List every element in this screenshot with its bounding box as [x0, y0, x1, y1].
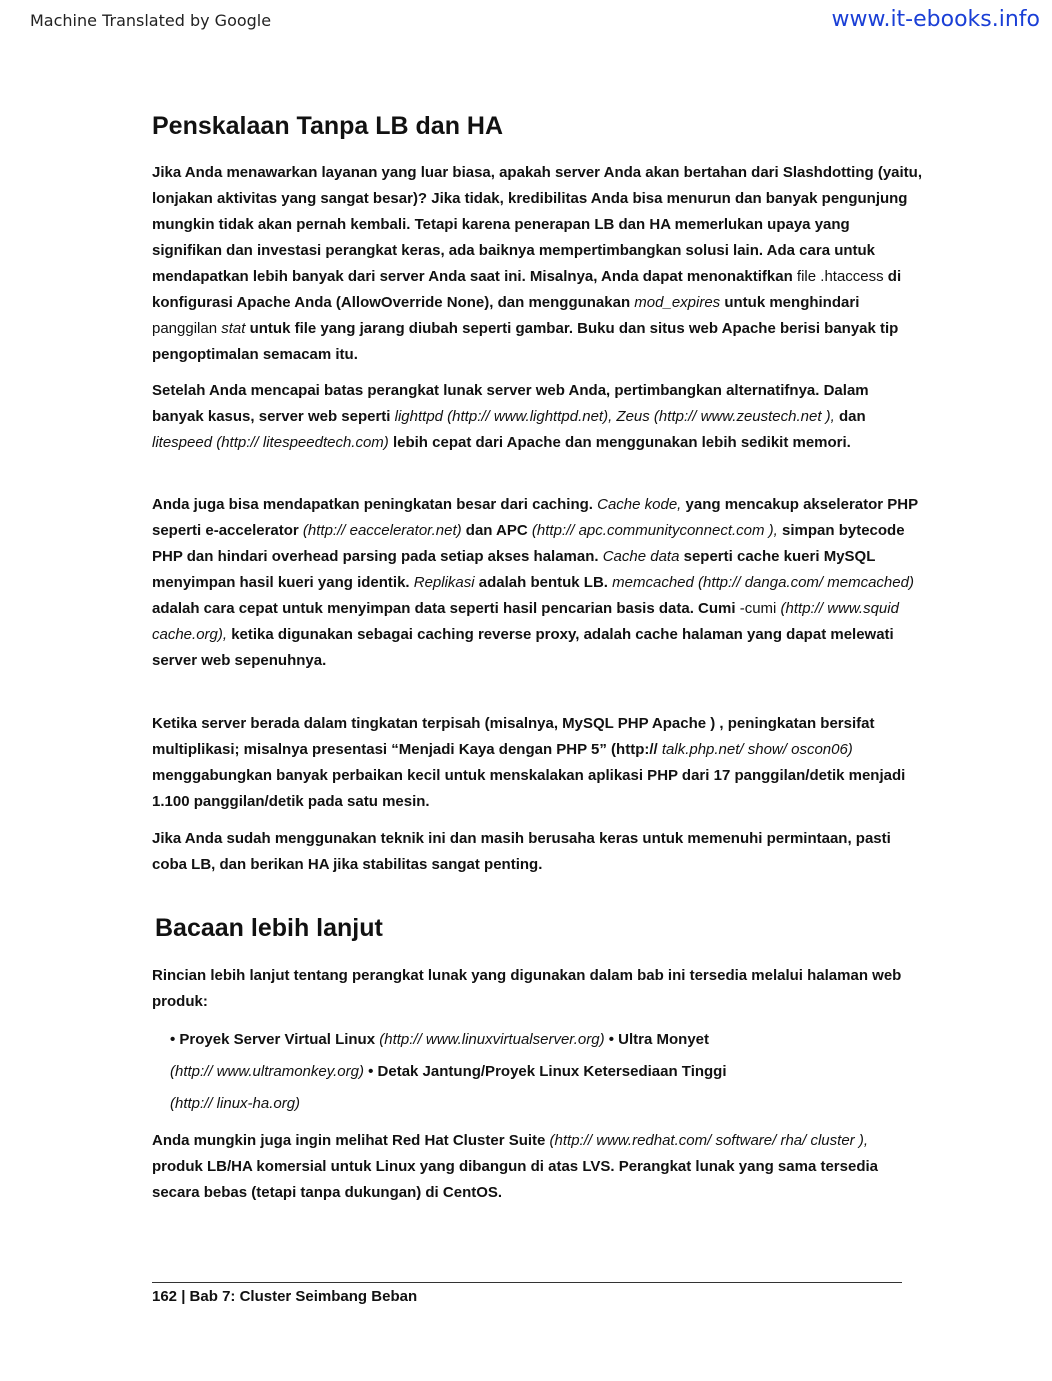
machine-translated-label: Machine Translated by Google	[30, 11, 272, 30]
bullet-line-3: (http:// linux-ha.org)	[170, 1095, 301, 1112]
paragraph-3: Anda juga bisa mendapatkan peningkatan besar dari caching. Cache kode, yang mencakup akselerator PHP seperti e-accelerator (http:// eaccelerator.net) dan APC (http:// apc.communityconnect.com ), simpan bytecode PHP dan hindari overhead parsing pada setiap akses halaman. Cache data seperti cache kueri MySQL menyimpan hasil kueri yang identik. Replikasi adalah bentuk LB. memcached (http:// danga.com/ memcached) adalah cara cepat untuk menyimpan data seperti hasil pencarian basis data. Cumi -cumi (http:// www.squid cache.org), ketika digunakan sebagai caching reverse proxy, adalah cache halaman yang dapat melewati server web sepenuhnya.	[152, 496, 918, 669]
section-title-further-reading: Bacaan lebih lanjut	[155, 914, 383, 942]
section-title-scaling: Penskalaan Tanpa LB dan HA	[152, 112, 504, 140]
top-banner	[0, 0, 1052, 44]
paragraph-1: Jika Anda menawarkan layanan yang luar biasa, apakah server Anda akan bertahan dari Slashdotting (yaitu, lonjakan aktivitas yang sangat besar)? Jika tidak, kredibilitas Anda bisa menurun dan banyak pengunjung mungkin tidak akan pernah kembali. Tetapi karena penerapan LB dan HA memerlukan upaya yang signifikan dan investasi perangkat keras, ada baiknya mempertimbangkan solusi lain. Ada cara untuk mendapatkan lebih banyak dari server Anda saat ini. Misalnya, Anda dapat menonaktifkan file .htaccess di konfigurasi Apache Anda (AllowOverride None), dan menggunakan mod_expires untuk menghindari panggilan stat untuk file yang jarang diubah seperti gambar. Buku dan situs web Apache berisi banyak tip pengoptimalan semacam itu.	[152, 164, 922, 363]
paragraph-2: Setelah Anda mencapai batas perangkat lunak server web Anda, pertimbangkan alternatifnya. Dalam banyak kasus, server web seperti lighttpd (http:// www.lighttpd.net), Zeus (http:// www.zeustech.net ), dan litespeed (http:// litespeedtech.com) lebih cepat dari Apache dan menggunakan lebih sedikit memori.	[152, 382, 869, 451]
page-footer: 162 | Bab 7: Cluster Seimbang Beban	[152, 1288, 418, 1305]
bullet-line-2: (http:// www.ultramonkey.org) • Detak Jantung/Proyek Linux Ketersediaan Tinggi	[170, 1063, 727, 1080]
footer-divider	[152, 1282, 902, 1283]
paragraph-7: Anda mungkin juga ingin melihat Red Hat Cluster Suite (http:// www.redhat.com/ software/ rha/ cluster ), produk LB/HA komersial untuk Linux yang dibangun di atas LVS. Perangkat lunak yang sama tersedia secara bebas (tetapi tanpa dukungan) di CentOS.	[152, 1132, 878, 1201]
paragraph-5: Jika Anda sudah menggunakan teknik ini dan masih berusaha keras untuk memenuhi permintaan, pasti coba LB, dan berikan HA jika stabilitas sangat penting.	[152, 830, 891, 873]
bullet-line-1: • Proyek Server Virtual Linux (http:// www.linuxvirtualserver.org) • Ultra Monyet	[170, 1031, 710, 1048]
paragraph-6: Rincian lebih lanjut tentang perangkat lunak yang digunakan dalam bab ini tersedia melalui halaman web produk:	[152, 967, 902, 1010]
site-link[interactable]: www.it-ebooks.info	[831, 7, 1040, 32]
paragraph-4: Ketika server berada dalam tingkatan terpisah (misalnya, MySQL PHP Apache ) , peningkatan bersifat multiplikasi; misalnya presentasi “Menjadi Kaya dengan PHP 5” (http:// talk.php.net/ show/ oscon06) menggabungkan banyak perbaikan kecil untuk menskalakan aplikasi PHP dari 17 panggilan/detik menjadi 1.100 panggilan/detik pada satu mesin.	[152, 715, 906, 810]
